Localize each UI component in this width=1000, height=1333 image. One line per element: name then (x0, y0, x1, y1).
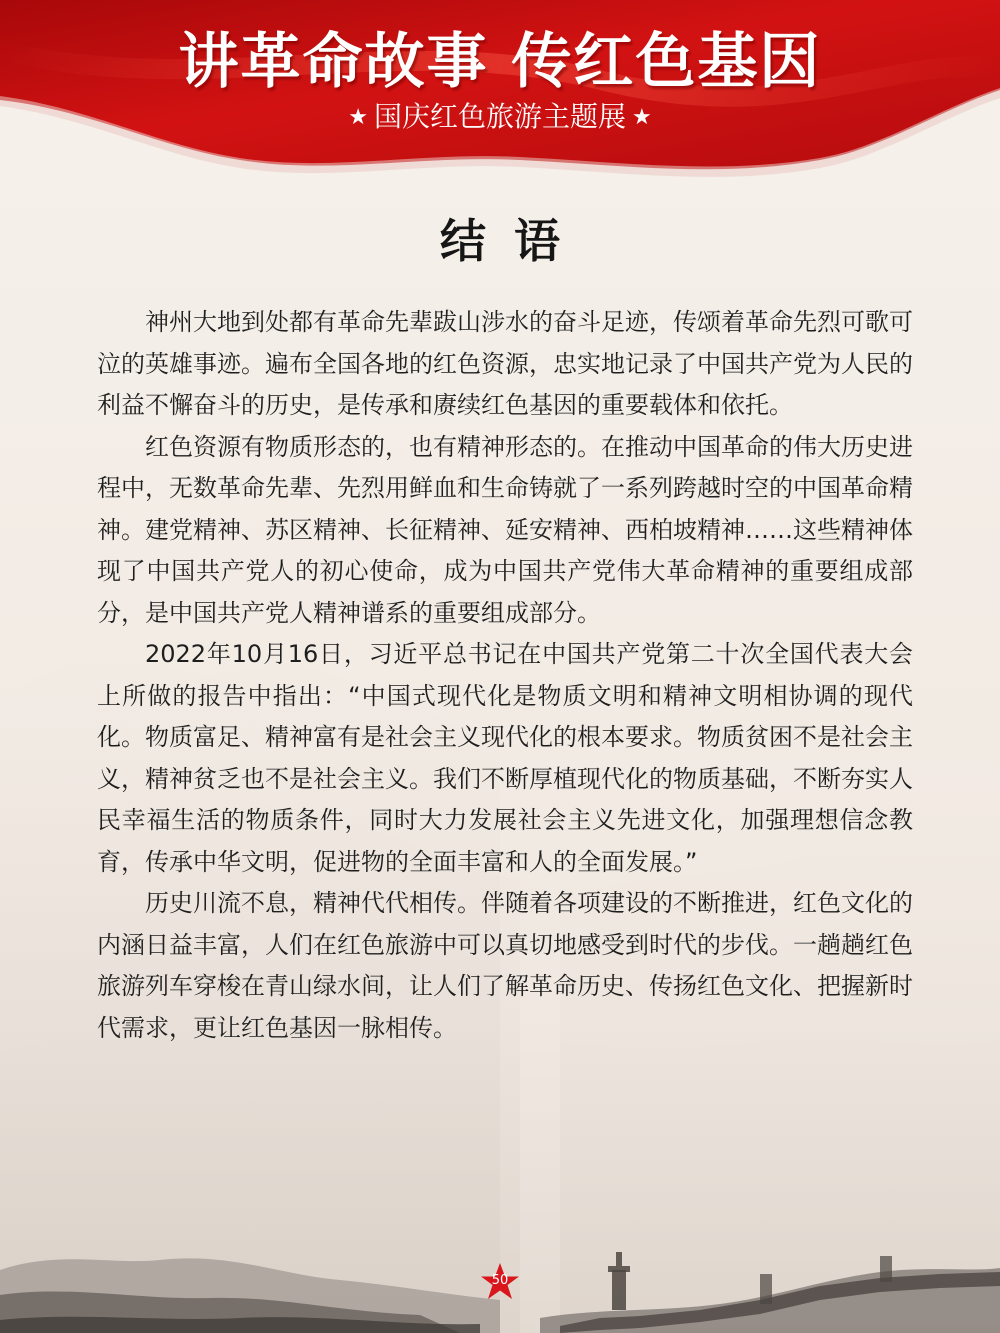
paragraph-4: 历史川流不息，精神代代相传。伴随着各项建设的不断推进，红色文化的内涵日益丰富，人们在红色旅游中可以真切地感受到时代的步伐。一趟趟红色旅游列车穿梭在青山绿水间，让人们了解革命历史、传扬红色文化、把握新时代需求，更让红色基因一脉相传。 (97, 889, 913, 1042)
banner-subtitle-row (0, 97, 1000, 138)
page-heading: 结语 (440, 214, 588, 268)
paragraph-2: 红色资源有物质形态的，也有精神形态的。在推动中国革命的伟大历史进程中，无数革命先辈、先烈用鲜血和生命铸就了一系列跨越时空的中国革命精神。建党精神、苏区精神、长征精神、延安精神、西柏坡精神……这些精神体现了中国共产党人的初心使命，成为中国共产党伟大革命精神的重要组成部分，是中国共产党人精神谱系的重要组成部分。 (97, 432, 913, 627)
page-number: 50 (491, 1273, 509, 1288)
paragraph-1: 神州大地到处都有革命先辈跋山涉水的奋斗足迹，传颂着革命先烈可歌可泣的英雄事迹。遍布全国各地的红色资源，忠实地记录了中国共产党为人民的利益不懈奋斗的历史，是传承和赓续红色基因的重要载体和依托。 (97, 308, 913, 419)
banner-subtitle: 国庆红色旅游主题展 (373, 100, 626, 133)
body-text (97, 302, 913, 1049)
star-icon-right: ★ (632, 105, 652, 130)
star-icon-left: ★ (348, 105, 368, 130)
banner-title: 讲革命故事 传红色基因 (178, 27, 822, 97)
paragraph-3: 2022年10月16日，习近平总书记在中国共产党第二十次全国代表大会上所做的报告中指出：“中国式现代化是物质文明和精神文明相协调的现代化。物质富足、精神富有是社会主义现代化的根本要求。物质贫困不是社会主义，精神贫乏也不是社会主义。我们不断厚植现代化的物质基础，不断夯实人民幸福生活的物质条件，同时大力发展社会主义先进文化，加强理想信念教育，传承中华文明，促进物的全面丰富和人的全面发展。” (97, 640, 913, 876)
